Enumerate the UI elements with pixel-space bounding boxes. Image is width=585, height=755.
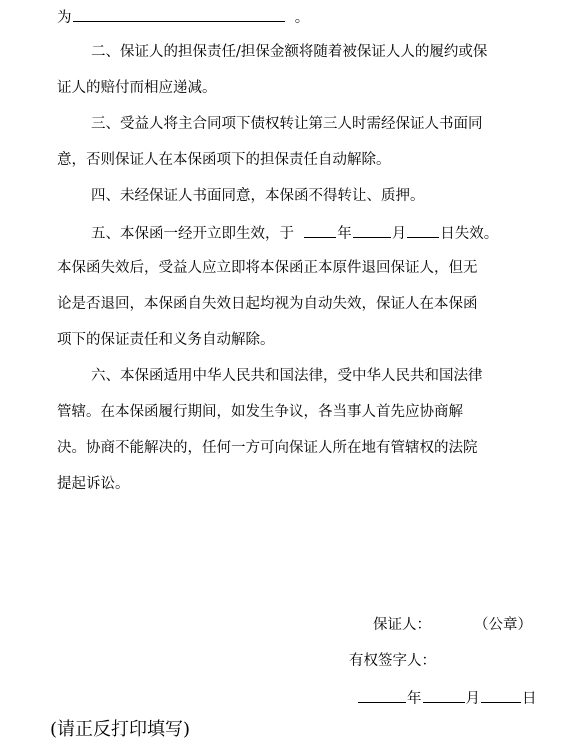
clause-5-line-1 (91, 222, 498, 244)
expiry-month-blank[interactable] (353, 222, 391, 238)
clause-2-line-2: 证人的赔付而相应递减。 (57, 80, 217, 96)
guarantor-label: 保证人： (373, 617, 431, 633)
sign-day-blank[interactable] (481, 687, 521, 703)
expiry-year-blank[interactable] (304, 222, 336, 238)
seal-label: （公章） (474, 617, 532, 633)
signatory-label: 有权签字人： (349, 653, 436, 669)
sign-day-label: 日 (522, 691, 537, 707)
month-label: 月 (391, 226, 407, 242)
clause-6-line-4: 提起诉讼。 (57, 476, 130, 492)
year-label: 年 (337, 226, 352, 242)
clause-2-line-1: 二、保证人的担保责任/担保金额将随着被保证人人的履约或保 (91, 44, 488, 60)
clause-6-line-2: 管辖。在本保函履行期间，如发生争议，各当事人首先应协商解 (57, 404, 463, 420)
sign-month-label: 月 (465, 691, 480, 707)
day-label: 日失效。 (440, 226, 499, 242)
clause-5-line-3: 论是否退回，本保函自失效日起均视为自动失效，保证人在本保函 (57, 296, 478, 312)
text-prefix: 为 (57, 10, 72, 26)
sign-month-blank[interactable] (423, 687, 465, 703)
clause-5-text: 五、本保函一经开立即生效，于 (91, 226, 294, 242)
line-validity-target (57, 6, 309, 28)
text-suffix: 。 (294, 10, 310, 26)
clause-6-line-3: 决。协商不能解决的，任何一方可向保证人所在地有管辖权的法院 (57, 440, 478, 456)
clause-5-line-4: 项下的保证责任和义务自动解除。 (57, 332, 275, 348)
blank-field[interactable] (73, 6, 285, 22)
clause-3-line-2: 意，否则保证人在本保函项下的担保责任自动解除。 (57, 152, 391, 168)
sign-year-label: 年 (407, 691, 422, 707)
print-instruction: (请正反打印填写) (50, 719, 191, 740)
clause-5-line-2: 本保函失效后，受益人应立即将本保函正本原件退回保证人，但无 (57, 260, 478, 276)
clause-4-line-1: 四、未经保证人书面同意，本保函不得转让、质押。 (91, 188, 425, 204)
expiry-day-blank[interactable] (407, 222, 439, 238)
clause-6-line-1: 六、本保函适用中华人民共和国法律，受中华人民共和国法律 (91, 368, 483, 384)
sign-year-blank[interactable] (358, 687, 406, 703)
clause-3-line-1: 三、受益人将主合同项下债权转让第三人时需经保证人书面同 (91, 116, 483, 132)
signature-date (357, 687, 537, 709)
